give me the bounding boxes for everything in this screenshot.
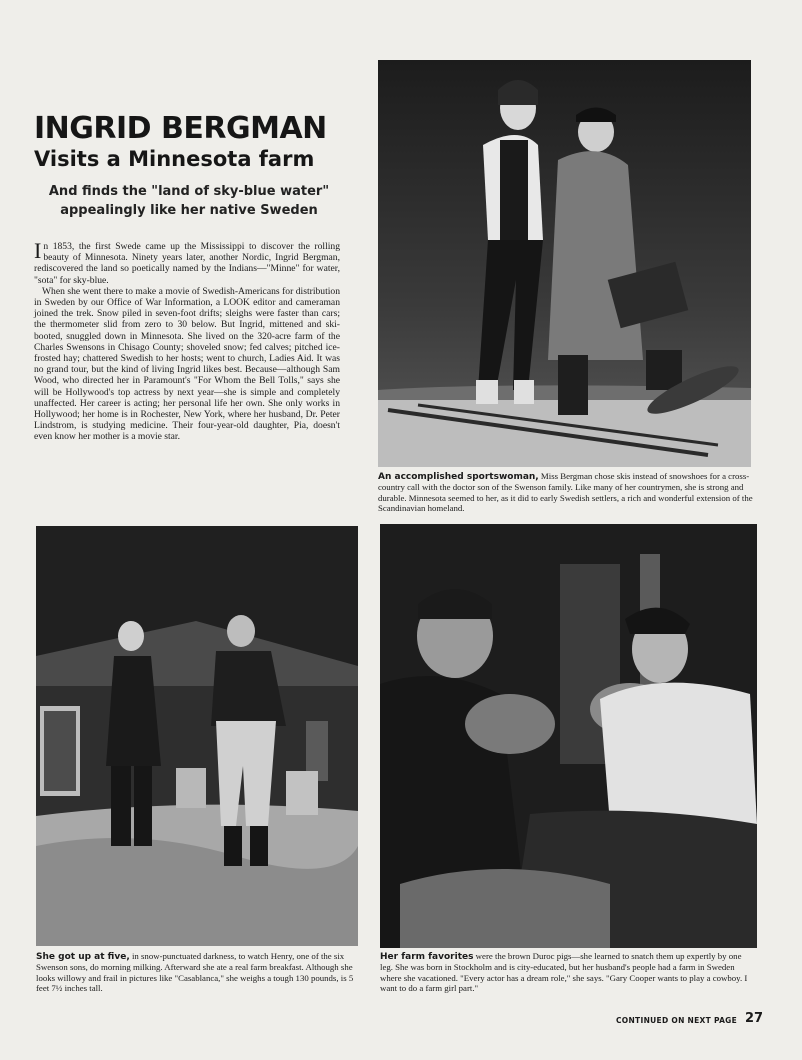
article-deck: And finds the "land of sky-blue water" appealingly like her native Sweden <box>48 184 330 218</box>
paragraph-2: When she went there to make a movie of Swedish-Americans for distribution in Sweden by our Office of War Information, a LOOK editor and cameraman joined the trek. Snow piled in seven-foot drifts; sleighs were faster than cars; the thermometer slid from zero to 30 below. But Ingrid, mittened and ski-booted, snuggled down in Minnesota. She lived on the 320-acre farm of the Charles Swensons in Chisago County; shoveled snow; fed calves; pitched ice-frosted hay; chattered Swedish to her hosts; went to church, Ladies Aid. It was no grand tour, but the kind of living Ingrid likes best. Because—although Sam Wood, who directed her in Paramount's "For Whom the Bell Tolls," says she will be Hollywood's top actress by next year—she is simple and completely unaffected. Her career is acting; her personal life her own. She only works in Hollywood; her home is in Rochester, New York, where her husband, Dr. Peter Lindstrom, is studying medicine. Their four-year-old daughter, Pia, doesn't even know her mother is a movie star. <box>34 285 340 443</box>
pigs-caption <box>380 951 756 994</box>
article-subtitle: Visits a Minnesota farm <box>34 147 315 171</box>
pigs-photo <box>380 524 757 948</box>
milking-caption <box>36 951 361 994</box>
milking-caption-text: in snow-punctuated darkness, to watch Henry, one of the six Swenson sons, do morning milking. Afterward she ate a real farm breakfast. Although she looks willowy and frail in pictures like "Casablanca," she weighs a tough 130 pounds, is 5 feet 7½ inches tall. <box>36 951 354 994</box>
continued-note: CONTINUED ON NEXT PAGE <box>616 1016 738 1025</box>
paragraph-1 <box>34 238 340 286</box>
skiing-caption <box>378 471 754 514</box>
skiing-caption-lead: An accomplished sportswoman, <box>378 472 539 482</box>
milking-caption-lead: She got up at five, <box>36 952 130 962</box>
pigs-caption-lead: Her farm favorites <box>380 952 474 962</box>
drop-cap: I <box>34 238 42 263</box>
article-body <box>34 238 340 443</box>
skiing-caption-text: Miss Bergman chose skis instead of snowshoes for a cross-country call with the doctor son of the Swenson family. Like many of her countrymen, she is strong and durable. Minnesota seemed to her, as it did to early Swedish settlers, a rich and wonderful extension of the Scandinavian homeland. <box>378 471 753 514</box>
page-number: 27 <box>745 1011 764 1026</box>
pigs-caption-text: were the brown Duroc pigs—she learned to snatch them up expertly by one leg. She was born in Stockholm and is city-educated, but her husband's people had a farm in Sweden where she vacationed. "Every actor has a dream role," she says. "Gary Cooper wants to play a cowboy. I want to do a farm girl part." <box>380 951 748 994</box>
milking-photo <box>36 526 358 946</box>
paragraph-1-text: n 1853, the first Swede came up the Mississippi to discover the rolling beauty of Minnesota. Ninety years later, another Nordic, Ingrid Bergman, rediscovered the land so poetically named by the Indians—"Minne" for water, "sota" for sky-blue. <box>34 241 340 286</box>
article-title: INGRID BERGMAN <box>34 111 327 146</box>
skiing-photo <box>378 60 751 467</box>
